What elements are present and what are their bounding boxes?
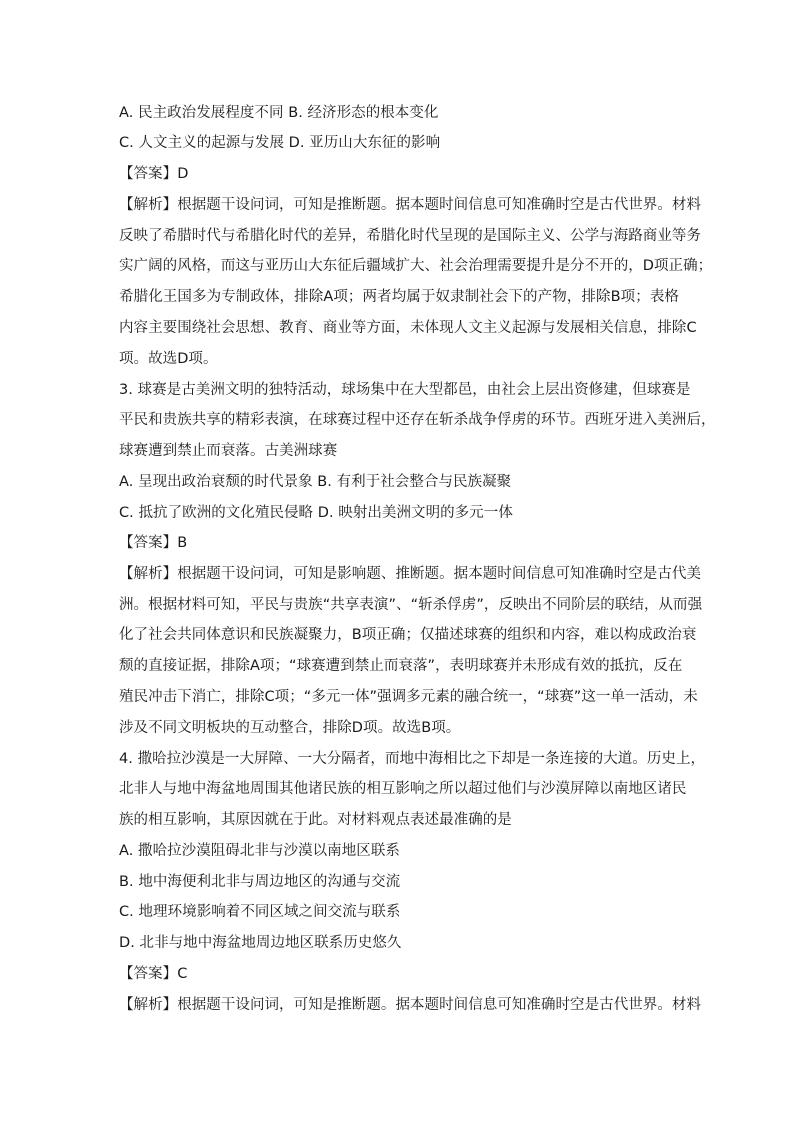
q4-analysis-line: 【解析】根据题干设问词，可知是推断题。据本题时间信息可知准确时空是古代世界。材料 xyxy=(119,997,701,1013)
q3-stem-line: 球赛遭到禁止而衰落。古美洲球赛 xyxy=(119,443,338,459)
q3-analysis-line: 涉及不同文明板块的互动整合，排除D项。故选B项。 xyxy=(119,720,461,736)
q2-options-ab: A. 民主政治发展程度不同 B. 经济形态的根本变化 xyxy=(119,105,439,121)
q3-analysis-line: 【解析】根据题干设问词，可知是影响题、推断题。据本题时间信息可知准确时空是古代美 xyxy=(119,566,701,582)
q3-analysis-line: 殖民冲击下消亡，排除C项；“多元一体”强调多元素的融合统一，“球赛”这一单一活动，未 xyxy=(119,689,698,705)
q2-analysis-line: 【解析】根据题干设问词，可知是推断题。据本题时间信息可知准确时空是古代世界。材料 xyxy=(119,197,701,213)
q3-analysis-line: 洲。根据材料可知，平民与贵族“共享表演”、“斩杀俘虏”，反映出不同阶层的联结，从而强 xyxy=(119,597,703,613)
q3-stem-line: 平民和贵族共享的精彩表演，在球赛过程中还存在斩杀战争俘虏的环节。西班牙进入美洲后， xyxy=(119,412,716,428)
q4-stem-line: 北非人与地中海盆地周围其他诸民族的相互影响之所以超过他们与沙漠屏障以南地区诸民 xyxy=(119,781,687,797)
q3-options-ab: A. 呈现出政治衰颓的时代景象 B. 有利于社会整合与民族凝聚 xyxy=(119,474,512,490)
q3-options-cd: C. 抵抗了欧洲的文化殖民侵略 D. 映射出美洲文明的多元一体 xyxy=(119,505,513,521)
q4-answer: 【答案】C xyxy=(119,966,188,982)
q2-options-cd: C. 人文主义的起源与发展 D. 亚历山大东征的影响 xyxy=(119,135,441,151)
q4-stem-line: 族的相互影响，其原因就在于此。对材料观点表述最准确的是 xyxy=(119,812,512,828)
q4-option-a: A. 撒哈拉沙漠阻碍北非与沙漠以南地区联系 xyxy=(119,843,400,859)
q3-analysis-line: 颓的直接证据，排除A项；“球赛遭到禁止而衰落”，表明球赛并未形成有效的抵抗，反在 xyxy=(119,658,683,674)
q4-option-b: B. 地中海便利北非与周边地区的沟通与交流 xyxy=(119,874,401,890)
q4-option-c: C. 地理环境影响着不同区域之间交流与联系 xyxy=(119,904,401,920)
q2-analysis-line: 项。故选D项。 xyxy=(119,351,218,367)
q2-analysis-line: 实广阔的风格，而这与亚历山大东征后疆域扩大、社会治理需要提升是分不开的，D项正确； xyxy=(119,258,713,274)
q3-stem-line: 3. 球赛是古美洲文明的独特活动，球场集中在大型都邑，由社会上层出资修建，但球赛是 xyxy=(119,382,691,398)
q2-analysis-line: 反映了希腊时代与希腊化时代的差异，希腊化时代呈现的是国际主义、公学与海路商业等务 xyxy=(119,228,701,244)
q4-stem-line: 4. 撒哈拉沙漠是一大屏障、一大分隔者，而地中海相比之下却是一条连接的大道。历史上， xyxy=(119,751,706,767)
q3-analysis-line: 化了社会共同体意识和民族凝聚力，B项正确；仅描述球赛的组织和内容，难以构成政治衰 xyxy=(119,627,697,643)
q2-answer: 【答案】D xyxy=(119,166,189,182)
q4-option-d: D. 北非与地中海盆地周边地区联系历史悠久 xyxy=(119,935,402,951)
q2-analysis-line: 希腊化王国多为专制政体，排除A项；两者均属于奴隶制社会下的产物，排除B项；表格 xyxy=(119,289,679,305)
q2-analysis-line: 内容主要围绕社会思想、教育、商业等方面，未体现人文主义起源与发展相关信息，排除C xyxy=(119,320,697,336)
q3-answer: 【答案】B xyxy=(119,535,188,551)
